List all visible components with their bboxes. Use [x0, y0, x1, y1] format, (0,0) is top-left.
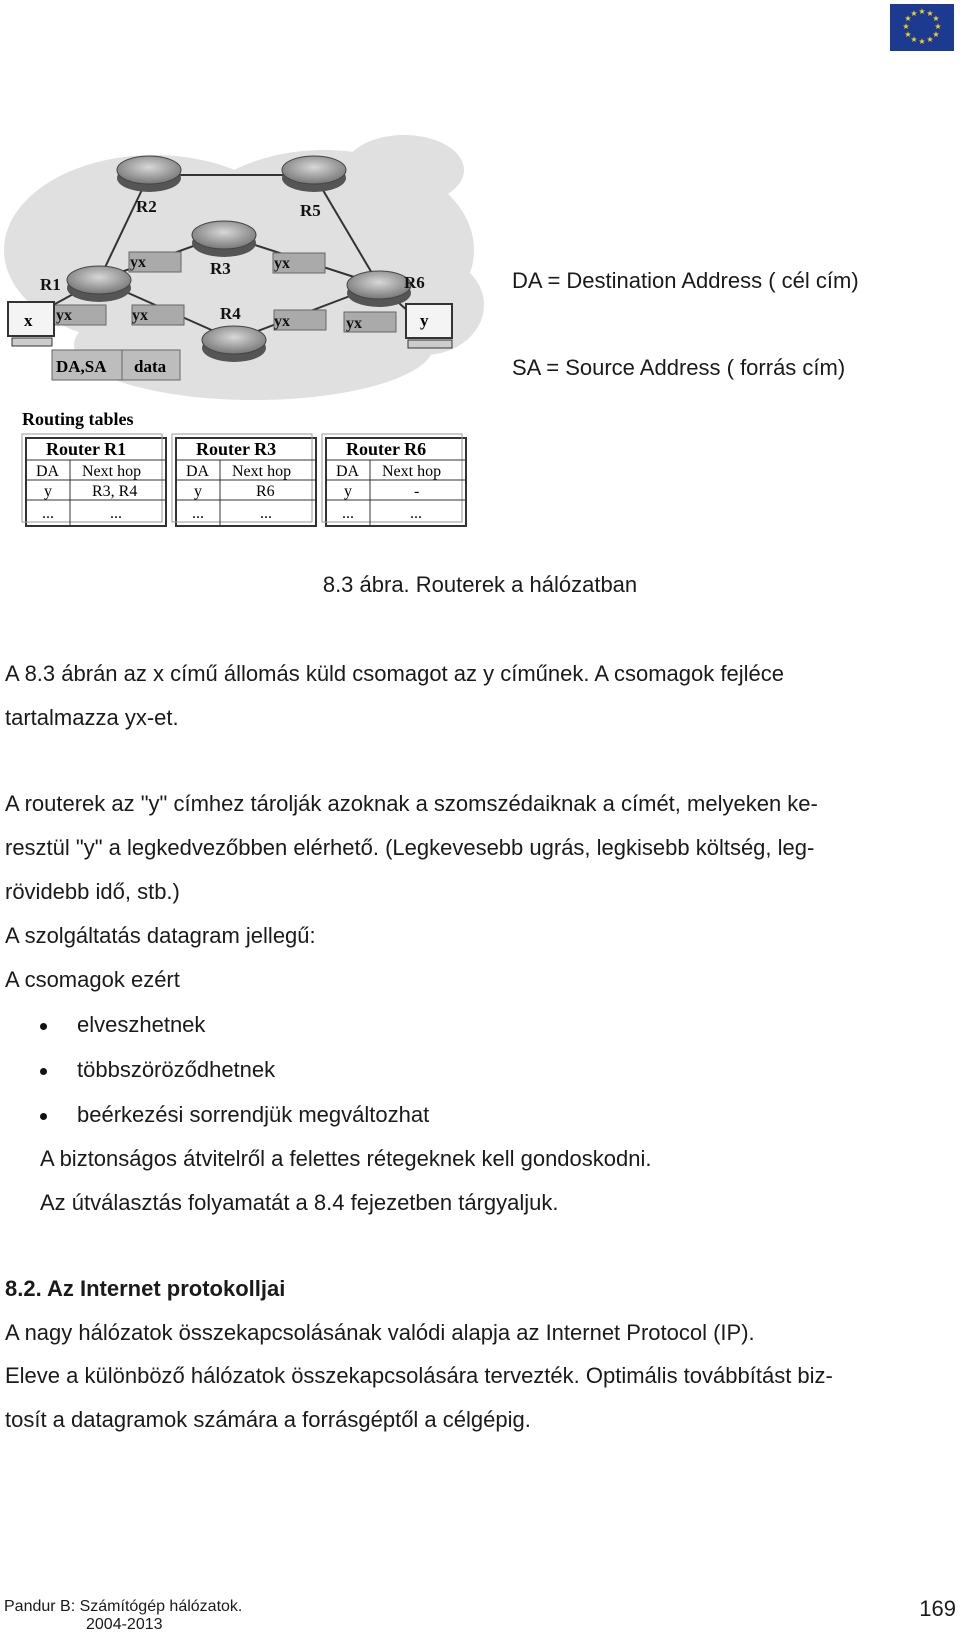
svg-text:DA: DA	[336, 463, 360, 480]
svg-text:★: ★	[902, 22, 910, 31]
svg-text:...: ...	[110, 505, 122, 522]
svg-text:-: -	[414, 483, 420, 500]
legend-sa: SA = Source Address ( forrás cím)	[512, 355, 846, 380]
page-number: 169	[919, 1596, 956, 1621]
packet-label: yx	[132, 307, 148, 324]
packet-label: yx	[274, 313, 290, 330]
list-item: beérkezési sorrendjük megváltozhat	[40, 1093, 429, 1137]
paragraph-line: A szolgáltatás datagram jellegű:	[5, 923, 316, 948]
bullet-icon	[40, 1068, 47, 1075]
host-x-label: x	[24, 311, 33, 330]
svg-text:★: ★	[918, 37, 926, 46]
list-item: többszöröződhetnek	[40, 1048, 275, 1092]
router-label: R2	[136, 197, 157, 216]
svg-text:R6: R6	[256, 483, 275, 500]
svg-text:y: y	[194, 483, 202, 500]
svg-text:★: ★	[932, 14, 940, 23]
svg-text:★: ★	[926, 9, 934, 18]
footer-years: 2004-2013	[86, 1616, 163, 1633]
legend-da: DA = Destination Address ( cél cím)	[512, 268, 859, 293]
eu-flag-logo	[890, 4, 954, 51]
packet-label: yx	[346, 315, 362, 332]
bullet-icon	[40, 1023, 47, 1030]
paragraph-line: tosít a datagramok számára a forrásgéptől a célgépig.	[5, 1407, 531, 1432]
svg-text:Next hop: Next hop	[82, 463, 142, 480]
table-name: Router R6	[346, 439, 427, 459]
frame-header: DA,SA	[56, 357, 107, 376]
svg-text:Next hop: Next hop	[382, 463, 442, 480]
paragraph-line: rövidebb idő, stb.)	[5, 879, 180, 904]
paragraph-line: resztül "y" a legkedvezőbben elérhető. (Legkevesebb ugrás, legkisebb költség, leg-	[5, 835, 815, 860]
table-name: Router R3	[196, 439, 277, 459]
svg-text:...: ...	[260, 505, 272, 522]
paragraph-line: Eleve a különböző hálózatok összekapcsolására tervezték. Optimális továbbítást biz-	[5, 1363, 833, 1388]
router-label: R3	[210, 259, 231, 278]
svg-text:★: ★	[932, 30, 940, 39]
table-name: Router R1	[46, 439, 127, 459]
svg-text:...: ...	[410, 505, 422, 522]
footer-title: Pandur B: Számítógép hálózatok. 2004-2013	[4, 1598, 243, 1633]
svg-text:Next hop: Next hop	[232, 463, 292, 480]
host-y-computer	[406, 304, 452, 348]
frame-payload: data	[134, 357, 167, 376]
paragraph-line: Az útválasztás folyamatát a 8.4 fejezetben tárgyaljuk.	[40, 1190, 559, 1215]
paragraph-line: A routerek az "y" címhez tárolják azoknak a szomszédaiknak a címét, melyeken ke-	[5, 791, 818, 816]
svg-text:★: ★	[934, 22, 942, 31]
network-figure	[4, 130, 496, 560]
svg-text:R3, R4: R3, R4	[92, 483, 138, 500]
svg-text:★: ★	[904, 30, 912, 39]
paragraph-line: tartalmazza yx-et.	[5, 705, 179, 730]
packet-label: yx	[274, 255, 290, 272]
section-heading: 8.2. Az Internet protokolljai	[5, 1276, 286, 1301]
svg-text:DA: DA	[186, 463, 210, 480]
host-y-label: y	[420, 311, 429, 330]
routing-tables-title: Routing tables	[22, 409, 134, 429]
packet-label: yx	[130, 254, 146, 271]
paragraph-line: A 8.3 ábrán az x című állomás küld csomagot az y címűnek. A csomagok fejléce	[5, 661, 784, 686]
host-x-computer	[8, 302, 54, 346]
svg-text:★: ★	[926, 35, 934, 44]
svg-text:★: ★	[910, 9, 918, 18]
router-label: R4	[220, 304, 241, 323]
bullet-icon	[40, 1113, 47, 1120]
svg-text:...: ...	[342, 505, 354, 522]
paragraph-line: A csomagok ezért	[5, 967, 180, 992]
svg-text:★: ★	[904, 14, 912, 23]
figure-caption: 8.3 ábra. Routerek a hálózatban	[322, 572, 638, 597]
router-label: R5	[300, 201, 321, 220]
router-label: R6	[404, 273, 425, 292]
list-item: elveszhetnek	[40, 1003, 205, 1047]
svg-text:★: ★	[918, 7, 926, 16]
paragraph-line: A nagy hálózatok összekapcsolásának valódi alapja az Internet Protocol (IP).	[5, 1320, 755, 1345]
svg-text:y: y	[44, 483, 52, 500]
router-label: R1	[40, 275, 61, 294]
svg-text:DA: DA	[36, 463, 60, 480]
packet-label: yx	[56, 307, 72, 324]
paragraph-line: A biztonságos átvitelről a felettes rétegeknek kell gondoskodni.	[40, 1146, 652, 1171]
svg-text:★: ★	[910, 35, 918, 44]
routing-tables	[22, 434, 466, 526]
svg-text:y: y	[344, 483, 352, 500]
svg-text:...: ...	[42, 505, 54, 522]
svg-text:...: ...	[192, 505, 204, 522]
